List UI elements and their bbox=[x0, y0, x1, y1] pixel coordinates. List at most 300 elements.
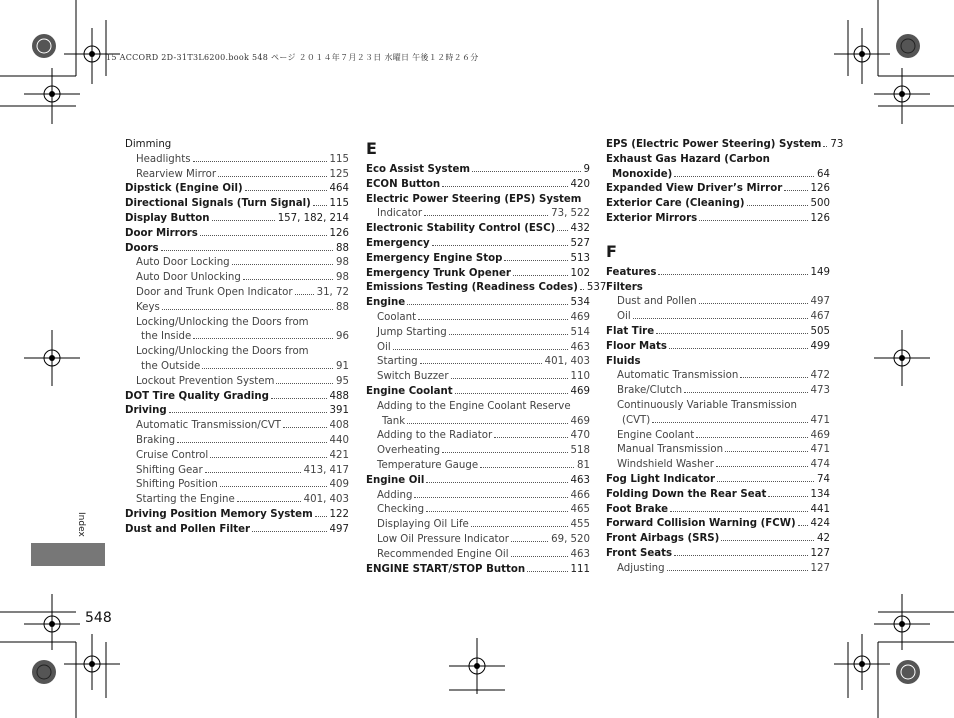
entry-label: Adjusting bbox=[617, 562, 665, 574]
entry-label: Starting bbox=[377, 356, 418, 368]
index-entry[interactable] bbox=[606, 340, 830, 355]
entry-label: Expanded View Driver’s Mirror bbox=[606, 183, 783, 195]
dot-leader bbox=[283, 427, 327, 428]
dot-leader bbox=[210, 457, 326, 458]
index-subentry[interactable] bbox=[125, 375, 349, 390]
dot-leader bbox=[504, 260, 567, 261]
entry-label: Locking/Unlocking the Doors from bbox=[136, 346, 309, 358]
entry-label: Brake/Clutch bbox=[617, 385, 683, 397]
entry-label: Lockout Prevention System bbox=[136, 375, 275, 387]
index-column-2 bbox=[366, 138, 607, 577]
section-spacer bbox=[606, 227, 830, 241]
entry-label: Locking/Unlocking the Doors from bbox=[136, 316, 309, 328]
entry-page-ref[interactable]: 463 bbox=[570, 474, 590, 486]
entry-page-ref[interactable]: 409 bbox=[329, 479, 349, 491]
entry-label: Automatic Transmission bbox=[617, 370, 739, 382]
dot-leader bbox=[200, 235, 327, 236]
entry-label: Engine Coolant bbox=[366, 385, 453, 397]
dot-leader bbox=[580, 289, 584, 290]
entry-page-ref[interactable]: 74 bbox=[817, 473, 830, 485]
entry-label: Emissions Testing (Readiness Codes) bbox=[366, 282, 578, 294]
index-subentry[interactable] bbox=[366, 370, 590, 385]
entry-page-ref[interactable]: 472 bbox=[810, 370, 830, 382]
entry-page-ref[interactable]: 469 bbox=[570, 311, 590, 323]
index-entry[interactable] bbox=[366, 222, 590, 237]
entry-label: Exhaust Gas Hazard (Carbon bbox=[606, 153, 770, 165]
entry-label: Front Seats bbox=[606, 547, 673, 559]
index-entry[interactable] bbox=[125, 227, 349, 242]
entry-page-ref[interactable]: 465 bbox=[570, 504, 590, 516]
entry-page-ref[interactable]: 471 bbox=[810, 444, 830, 456]
entry-page-ref[interactable]: 91 bbox=[336, 360, 349, 372]
index-entry[interactable] bbox=[125, 523, 349, 538]
dot-leader bbox=[513, 275, 568, 276]
index-subentry[interactable] bbox=[606, 458, 830, 473]
entry-page-ref[interactable]: 102 bbox=[570, 267, 590, 279]
entry-label: Shifting Position bbox=[136, 479, 218, 491]
entry-label: Adding to the Engine Coolant Reserve bbox=[377, 400, 571, 412]
entry-label: Engine bbox=[366, 297, 406, 309]
entry-label: Dipstick (Engine Oil) bbox=[125, 183, 243, 195]
entry-label: Adding bbox=[377, 489, 413, 501]
dot-leader bbox=[177, 442, 326, 443]
dot-leader bbox=[658, 274, 807, 275]
index-entry[interactable] bbox=[606, 355, 830, 370]
dot-leader bbox=[426, 482, 567, 483]
dot-leader bbox=[823, 146, 827, 147]
entry-label: Flat Tire bbox=[606, 325, 655, 337]
dot-leader bbox=[716, 466, 808, 467]
index-subentry[interactable] bbox=[366, 355, 590, 370]
index-entry[interactable] bbox=[606, 488, 830, 503]
index-subentry[interactable] bbox=[125, 271, 349, 286]
entry-label: Rearview Mirror bbox=[136, 168, 217, 180]
dot-leader bbox=[442, 186, 567, 187]
dot-leader bbox=[424, 215, 548, 216]
dot-leader bbox=[633, 318, 808, 319]
dot-leader bbox=[313, 205, 327, 206]
entry-label: Front Airbags (SRS) bbox=[606, 533, 720, 545]
entry-label: Engine Oil bbox=[366, 474, 425, 486]
entry-page-ref[interactable]: 471 bbox=[810, 414, 830, 426]
entry-page-ref[interactable]: 497 bbox=[329, 523, 349, 535]
entry-page-ref[interactable]: 497 bbox=[810, 296, 830, 308]
dot-leader bbox=[169, 412, 327, 413]
index-entry[interactable] bbox=[366, 296, 590, 311]
index-subentry[interactable] bbox=[125, 168, 349, 183]
entry-label: Low Oil Pressure Indicator bbox=[377, 533, 509, 545]
entry-page-ref[interactable]: 421 bbox=[329, 449, 349, 461]
index-subentry[interactable] bbox=[366, 548, 590, 563]
entry-page-ref[interactable]: 473 bbox=[810, 385, 830, 397]
entry-page-ref[interactable]: 463 bbox=[570, 548, 590, 560]
index-column-3 bbox=[606, 138, 844, 577]
entry-label: Tank bbox=[382, 415, 406, 427]
index-entry[interactable] bbox=[606, 168, 830, 183]
dot-leader bbox=[768, 496, 807, 497]
entry-page-ref[interactable]: 474 bbox=[810, 459, 830, 471]
dot-leader bbox=[696, 437, 807, 438]
entry-label: Emergency bbox=[366, 237, 430, 249]
index-subentry[interactable] bbox=[366, 533, 590, 548]
index-entry[interactable] bbox=[366, 193, 590, 208]
entry-label: Electronic Stability Control (ESC) bbox=[366, 223, 556, 235]
dot-leader bbox=[669, 348, 808, 349]
index-entry[interactable] bbox=[125, 242, 349, 257]
dot-leader bbox=[202, 368, 333, 369]
index-subentry[interactable] bbox=[125, 256, 349, 271]
dot-leader bbox=[684, 392, 807, 393]
entry-page-ref[interactable]: 424 bbox=[810, 518, 830, 530]
entry-label: Continuously Variable Transmission bbox=[617, 399, 797, 411]
entry-page-ref[interactable]: 134 bbox=[810, 488, 830, 500]
dot-leader bbox=[494, 437, 567, 438]
entry-page-ref[interactable]: 500 bbox=[810, 198, 830, 210]
dot-leader bbox=[218, 176, 327, 177]
entry-label: Fluids bbox=[606, 355, 641, 367]
index-subentry[interactable] bbox=[125, 419, 349, 434]
dot-leader bbox=[245, 190, 327, 191]
entry-label: Checking bbox=[377, 504, 425, 516]
entry-page-ref[interactable]: 534 bbox=[570, 297, 590, 309]
entry-page-ref[interactable]: 73, 522 bbox=[551, 208, 590, 220]
index-entry[interactable] bbox=[366, 252, 590, 267]
entry-page-ref[interactable]: 391 bbox=[329, 405, 349, 417]
index-subentry[interactable] bbox=[606, 443, 830, 458]
page-number: 548 bbox=[85, 610, 112, 626]
entry-label: Monoxide) bbox=[612, 168, 673, 180]
entry-label: ENGINE START/STOP Button bbox=[366, 563, 526, 575]
dot-leader bbox=[699, 220, 807, 221]
entry-page-ref[interactable]: 469 bbox=[570, 385, 590, 397]
index-entry[interactable] bbox=[606, 197, 830, 212]
index-entry[interactable] bbox=[125, 212, 349, 227]
dot-leader bbox=[161, 250, 333, 251]
entry-label: Starting the Engine bbox=[136, 494, 235, 506]
entry-page-ref[interactable]: 401, 403 bbox=[303, 494, 349, 506]
index-entry[interactable] bbox=[366, 163, 590, 178]
entry-label: Adding to the Radiator bbox=[377, 430, 493, 442]
dot-leader bbox=[747, 205, 808, 206]
index-subentry[interactable] bbox=[125, 434, 349, 449]
entry-label: the Inside bbox=[141, 331, 192, 343]
entry-label: Dimming bbox=[125, 139, 172, 150]
dot-leader bbox=[407, 423, 567, 424]
entry-label: Forward Collision Warning (FCW) bbox=[606, 518, 796, 530]
index-subentry[interactable] bbox=[125, 153, 349, 168]
entry-label: Door and Trunk Open Indicator bbox=[136, 286, 293, 298]
index-entry[interactable] bbox=[606, 182, 830, 197]
index-entry[interactable] bbox=[606, 212, 830, 227]
dot-leader bbox=[784, 190, 807, 191]
entry-page-ref[interactable]: 31, 72 bbox=[316, 286, 349, 298]
index-subentry[interactable] bbox=[606, 295, 830, 310]
entry-page-ref[interactable]: 126 bbox=[810, 183, 830, 195]
entry-page-ref[interactable]: 69, 520 bbox=[551, 533, 590, 545]
entry-page-ref[interactable]: 518 bbox=[570, 445, 590, 457]
entry-page-ref[interactable]: 527 bbox=[570, 237, 590, 249]
entry-page-ref[interactable]: 115 bbox=[329, 153, 349, 165]
dot-leader bbox=[670, 511, 808, 512]
entry-label: Switch Buzzer bbox=[377, 371, 449, 383]
entry-label: Features bbox=[606, 266, 657, 278]
index-entry[interactable] bbox=[366, 237, 590, 252]
entry-page-ref[interactable]: 470 bbox=[570, 430, 590, 442]
entry-page-ref[interactable]: 96 bbox=[336, 331, 349, 343]
entry-label: Driving bbox=[125, 405, 167, 417]
entry-label: Foot Brake bbox=[606, 503, 669, 515]
index-subentry[interactable] bbox=[366, 341, 590, 356]
dot-leader bbox=[667, 570, 808, 571]
entry-page-ref[interactable]: 81 bbox=[577, 459, 590, 471]
dot-leader bbox=[674, 555, 807, 556]
entry-page-ref[interactable]: 469 bbox=[810, 429, 830, 441]
entry-page-ref[interactable]: 42 bbox=[817, 533, 830, 545]
side-tab-label: Index bbox=[76, 512, 86, 537]
entry-label: Dust and Pollen bbox=[617, 296, 697, 308]
index-subentry[interactable] bbox=[125, 330, 349, 345]
dot-leader bbox=[717, 481, 814, 482]
dot-leader bbox=[471, 526, 568, 527]
dot-leader bbox=[472, 171, 581, 172]
dot-leader bbox=[295, 294, 314, 295]
index-entry[interactable] bbox=[125, 404, 349, 419]
index-subentry[interactable] bbox=[125, 316, 349, 331]
index-subentry[interactable] bbox=[366, 444, 590, 459]
entry-page-ref[interactable]: 455 bbox=[570, 519, 590, 531]
index-entry[interactable] bbox=[606, 266, 830, 281]
entry-page-ref[interactable]: 98 bbox=[336, 257, 349, 269]
dot-leader bbox=[699, 303, 808, 304]
entry-page-ref[interactable]: 420 bbox=[570, 178, 590, 190]
index-entry[interactable] bbox=[606, 503, 830, 518]
entry-label: Displaying Oil Life bbox=[377, 519, 469, 531]
index-subentry[interactable] bbox=[125, 360, 349, 375]
dot-leader bbox=[480, 467, 574, 468]
entry-page-ref[interactable]: 514 bbox=[570, 326, 590, 338]
entry-label: Oil bbox=[377, 341, 391, 353]
index-subentry[interactable] bbox=[366, 415, 590, 430]
index-entry[interactable] bbox=[606, 281, 830, 296]
index-subentry[interactable] bbox=[606, 384, 830, 399]
index-column-1 bbox=[125, 138, 349, 538]
dot-leader bbox=[418, 319, 567, 320]
entry-page-ref[interactable]: 469 bbox=[570, 415, 590, 427]
dot-leader bbox=[220, 486, 327, 487]
entry-label: (CVT) bbox=[622, 414, 651, 426]
index-subentry[interactable] bbox=[366, 429, 590, 444]
index-entry[interactable] bbox=[366, 178, 590, 193]
entry-label: Folding Down the Rear Seat bbox=[606, 488, 767, 500]
entry-page-ref[interactable]: 95 bbox=[336, 375, 349, 387]
dot-leader bbox=[449, 334, 568, 335]
entry-page-ref[interactable]: 122 bbox=[329, 508, 349, 520]
entry-label: Auto Door Locking bbox=[136, 257, 230, 269]
index-subentry[interactable] bbox=[366, 503, 590, 518]
dot-leader bbox=[193, 338, 333, 339]
dot-leader bbox=[740, 377, 807, 378]
dot-leader bbox=[193, 161, 327, 162]
index-subentry[interactable] bbox=[606, 310, 830, 325]
entry-label: Windshield Washer bbox=[617, 459, 714, 471]
entry-label: Automatic Transmission/CVT bbox=[136, 420, 282, 432]
dot-leader bbox=[798, 525, 808, 526]
entry-label: Fog Light Indicator bbox=[606, 473, 715, 485]
entry-label: Auto Door Unlocking bbox=[136, 272, 241, 284]
index-entry[interactable] bbox=[366, 281, 607, 296]
entry-page-ref[interactable]: 440 bbox=[329, 434, 349, 446]
index-entry[interactable] bbox=[606, 153, 830, 168]
entry-label: Braking bbox=[136, 434, 176, 446]
entry-page-ref[interactable]: 127 bbox=[810, 562, 830, 574]
dot-leader bbox=[414, 497, 567, 498]
dot-leader bbox=[656, 333, 807, 334]
index-entry[interactable] bbox=[125, 182, 349, 197]
entry-page-ref[interactable]: 513 bbox=[570, 252, 590, 264]
entry-page-ref[interactable]: 115 bbox=[329, 198, 349, 210]
entry-label: Doors bbox=[125, 242, 159, 254]
index-subentry[interactable] bbox=[366, 326, 590, 341]
index-entry[interactable] bbox=[125, 390, 349, 405]
entry-label: Recommended Engine Oil bbox=[377, 548, 509, 560]
entry-page-ref[interactable]: 464 bbox=[329, 183, 349, 195]
section-letter-heading: E bbox=[366, 139, 377, 158]
entry-page-ref[interactable]: 537 bbox=[586, 282, 607, 294]
index-subentry[interactable] bbox=[366, 207, 590, 222]
entry-page-ref[interactable]: 125 bbox=[329, 168, 349, 180]
entry-page-ref[interactable]: 126 bbox=[810, 212, 830, 224]
entry-page-ref[interactable]: 505 bbox=[810, 325, 830, 337]
entry-label: Door Mirrors bbox=[125, 227, 198, 239]
entry-label: Overheating bbox=[377, 445, 441, 457]
section-letter-heading: F bbox=[606, 241, 617, 261]
side-index-tab[interactable] bbox=[31, 543, 105, 566]
index-subentry[interactable] bbox=[125, 345, 349, 360]
index-subentry[interactable] bbox=[366, 489, 590, 504]
entry-page-ref[interactable]: 413, 417 bbox=[303, 464, 349, 476]
index-entry[interactable] bbox=[366, 385, 590, 400]
dot-leader bbox=[432, 245, 568, 246]
entry-label: Driving Position Memory System bbox=[125, 508, 313, 520]
dot-leader bbox=[162, 309, 333, 310]
index-entry[interactable] bbox=[125, 197, 349, 212]
index-entry[interactable] bbox=[366, 267, 590, 282]
entry-page-ref[interactable]: 98 bbox=[336, 272, 349, 284]
dot-leader bbox=[721, 540, 814, 541]
entry-page-ref[interactable]: 127 bbox=[810, 547, 830, 559]
dot-leader bbox=[652, 422, 807, 423]
index-entry[interactable] bbox=[125, 508, 349, 523]
entry-label: Indicator bbox=[377, 208, 423, 220]
dot-leader bbox=[455, 393, 568, 394]
index-entry[interactable] bbox=[606, 517, 830, 532]
entry-label: Filters bbox=[606, 281, 643, 293]
index-subentry[interactable] bbox=[125, 286, 349, 301]
entry-page-ref[interactable]: 488 bbox=[329, 390, 349, 402]
entry-label: EPS (Electric Power Steering) System bbox=[606, 139, 822, 150]
entry-page-ref[interactable]: 88 bbox=[336, 301, 349, 313]
entry-page-ref[interactable]: 73 bbox=[830, 139, 844, 150]
entry-page-ref[interactable]: 110 bbox=[570, 371, 590, 383]
entry-page-ref[interactable]: 401, 403 bbox=[544, 356, 590, 368]
index-subentry[interactable] bbox=[125, 493, 349, 508]
entry-page-ref[interactable]: 111 bbox=[570, 563, 590, 575]
index-entry[interactable] bbox=[125, 138, 349, 153]
entry-label: Coolant bbox=[377, 311, 417, 323]
entry-label: Directional Signals (Turn Signal) bbox=[125, 198, 311, 210]
entry-label: Exterior Mirrors bbox=[606, 212, 698, 224]
index-entry[interactable] bbox=[606, 325, 830, 340]
entry-label: Shifting Gear bbox=[136, 464, 203, 476]
entry-page-ref[interactable]: 499 bbox=[810, 340, 830, 352]
entry-page-ref[interactable]: 149 bbox=[810, 266, 830, 278]
entry-label: Display Button bbox=[125, 212, 210, 224]
index-subentry[interactable] bbox=[606, 369, 830, 384]
entry-label: Keys bbox=[136, 301, 160, 313]
index-subentry[interactable] bbox=[366, 518, 590, 533]
dot-leader bbox=[527, 571, 567, 572]
entry-label: Jump Starting bbox=[377, 326, 447, 338]
dot-leader bbox=[393, 349, 568, 350]
entry-page-ref[interactable]: 467 bbox=[810, 311, 830, 323]
index-subentry[interactable] bbox=[125, 301, 349, 316]
index-entry[interactable] bbox=[606, 473, 830, 488]
index-entry[interactable] bbox=[606, 138, 844, 153]
dot-leader bbox=[511, 541, 548, 542]
index-entry[interactable] bbox=[606, 547, 830, 562]
index-entry[interactable] bbox=[366, 474, 590, 489]
index-subentry[interactable] bbox=[606, 414, 830, 429]
index-entry[interactable] bbox=[606, 532, 830, 547]
index-subentry[interactable] bbox=[125, 449, 349, 464]
entry-page-ref[interactable]: 466 bbox=[570, 489, 590, 501]
entry-page-ref[interactable]: 408 bbox=[329, 420, 349, 432]
index-entry[interactable] bbox=[366, 563, 590, 578]
dot-leader bbox=[674, 176, 814, 177]
entry-label: Dust and Pollen Filter bbox=[125, 523, 251, 535]
entry-page-ref[interactable]: 126 bbox=[329, 227, 349, 239]
entry-page-ref[interactable]: 432 bbox=[570, 223, 590, 235]
entry-label: Cruise Control bbox=[136, 449, 209, 461]
entry-label: Headlights bbox=[136, 153, 191, 165]
entry-page-ref[interactable]: 463 bbox=[570, 341, 590, 353]
entry-page-ref[interactable]: 157, 182, 214 bbox=[277, 212, 349, 224]
entry-page-ref[interactable]: 9 bbox=[583, 164, 590, 175]
index-subentry[interactable] bbox=[366, 459, 590, 474]
index-subentry[interactable] bbox=[366, 400, 590, 415]
entry-label: Manual Transmission bbox=[617, 444, 724, 456]
entry-label: Temperature Gauge bbox=[377, 459, 479, 471]
entry-label: ECON Button bbox=[366, 178, 441, 190]
entry-label: Eco Assist System bbox=[366, 164, 470, 175]
entry-page-ref[interactable]: 88 bbox=[336, 242, 349, 254]
dot-leader bbox=[232, 264, 333, 265]
index-subentry[interactable] bbox=[606, 399, 830, 414]
dot-leader bbox=[276, 383, 333, 384]
entry-label: Oil bbox=[617, 311, 631, 323]
index-subentry[interactable] bbox=[366, 311, 590, 326]
dot-leader bbox=[243, 279, 333, 280]
index-subentry[interactable] bbox=[606, 429, 830, 444]
index-subentry[interactable] bbox=[125, 478, 349, 493]
index-subentry[interactable] bbox=[606, 562, 830, 577]
entry-label: the Outside bbox=[141, 360, 201, 372]
entry-page-ref[interactable]: 64 bbox=[817, 168, 830, 180]
entry-page-ref[interactable]: 441 bbox=[810, 503, 830, 515]
index-subentry[interactable] bbox=[125, 464, 349, 479]
entry-label: Emergency Trunk Opener bbox=[366, 267, 511, 279]
dot-leader bbox=[725, 451, 807, 452]
